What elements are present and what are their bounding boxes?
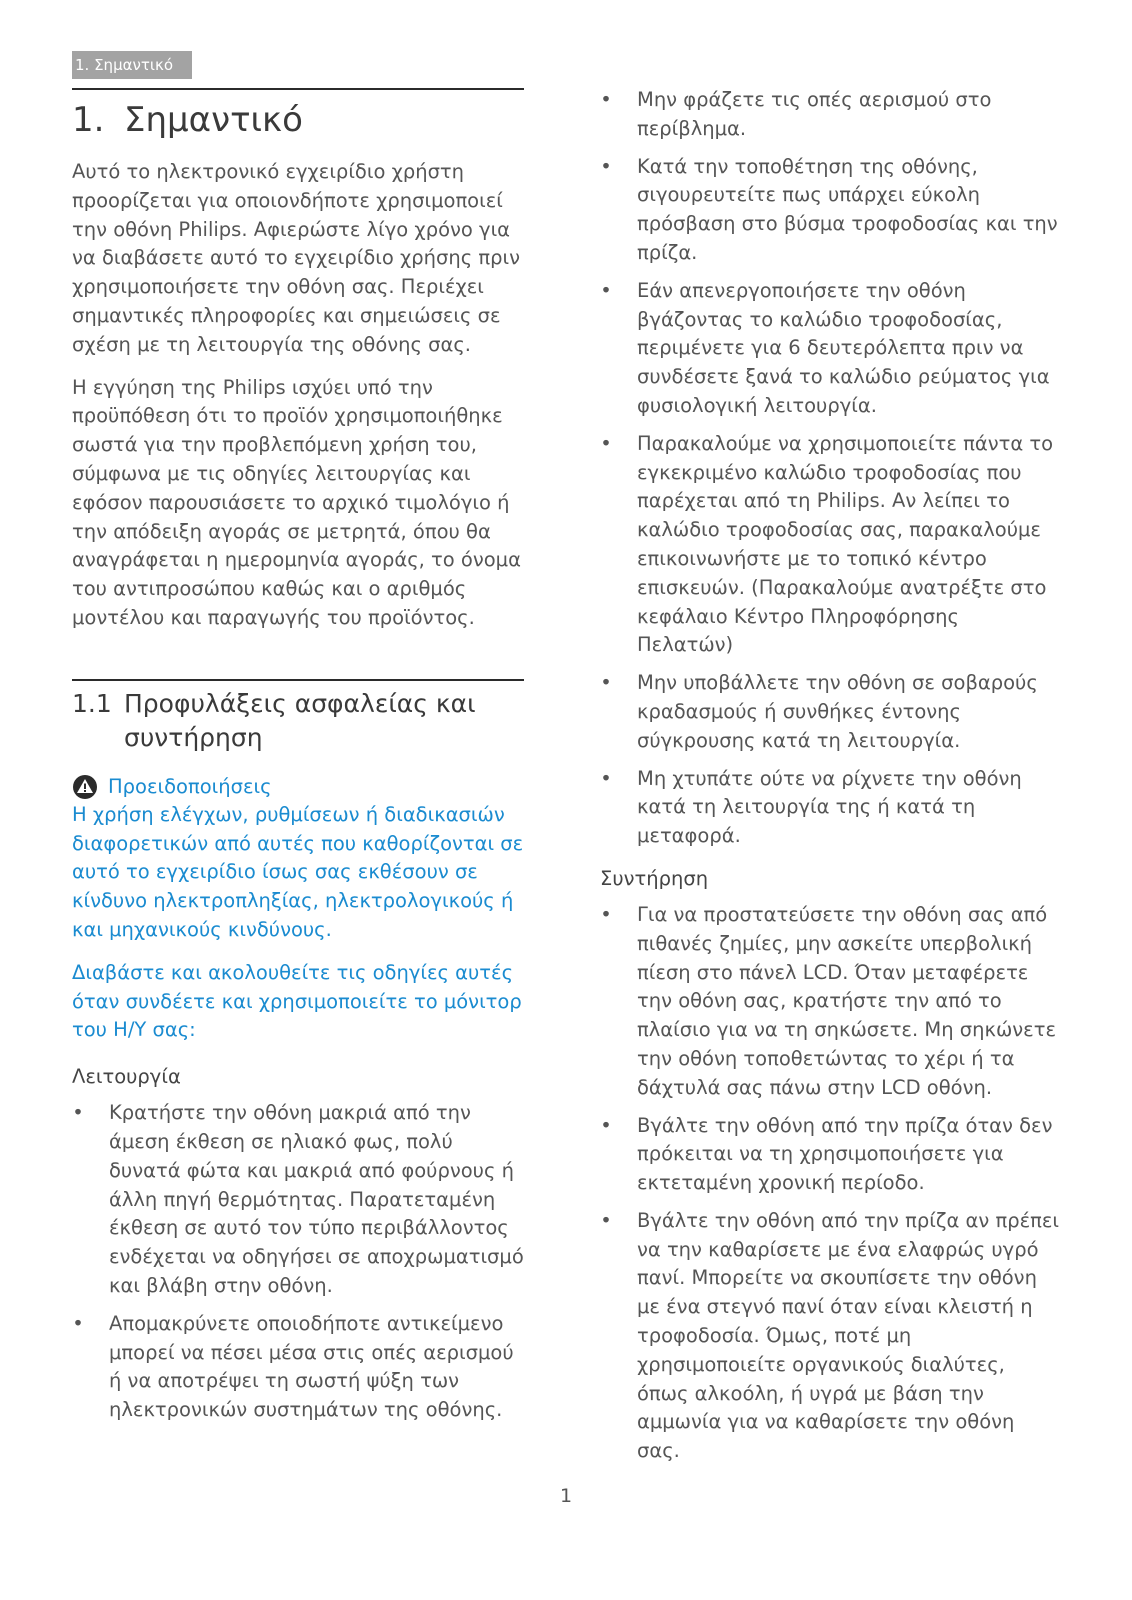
bullet: • xyxy=(600,766,612,790)
list-item-text: Βγάλτε την οθόνη από την πρίζα αν πρέπει να την καθαρίσετε με ένα ελαφρώς υγρό πανί. Μπορείτε να σκουπίσετε την οθόνη με ένα στεγνό πανί όταν είναι κλειστή η τροφοδοσία. Όμως, ποτέ μη χρησιμοποιείτε οργανικούς διαλύτες, όπως αλκοόλη, ή υγρά με βάση την αμμωνία για να καθαρίσετε την οθόνη σας. xyxy=(637,1208,1059,1463)
warning-heading-text: Προειδοποιήσεις xyxy=(108,774,272,798)
list-item xyxy=(600,1207,1060,1466)
list-item-text: Για να προστατεύσετε την οθόνη σας από πιθανές ζημίες, μην ασκείτε υπερβολική πίεση στο πάνελ LCD. Όταν μεταφέρετε την οθόνη σας, κρατήστε την από το πλαίσιο για να τη σηκώσετε. Μη σηκώνετε την οθόνη τοποθετώντας το χέρι ή τα δάχτυλά σας πάνω στην LCD οθόνη. xyxy=(637,902,1057,1099)
list-item xyxy=(600,86,1060,144)
title-text: Σημαντικό xyxy=(124,100,303,140)
maintenance-heading: Συντήρηση xyxy=(600,866,709,890)
section-rule xyxy=(72,679,524,681)
warning-paragraph-1: Η χρήση ελέγχων, ρυθμίσεων ή διαδικασιών διαφορετικών από αυτές που καθορίζονται σε αυτό το εγχειρίδιο ίσως σας εκθέσουν σε κίνδυνο ηλεκτροπληξίας, ηλεκτρολογικούς ή και μηχανικούς κινδύνους. xyxy=(72,802,524,941)
list-item-text: Απομακρύνετε οποιοδήποτε αντικείμενο μπορεί να πέσει μέσα στις οπές αερισμού ή να αποτρέψει τη σωστή ψύξη των ηλεκτρονικών συστημάτων της οθόνης. xyxy=(109,1311,514,1422)
list-item-text: Κατά την τοποθέτηση της οθόνης, σιγουρευτείτε πως υπάρχει εύκολη πρόσβαση στο βύσμα τροφοδοσίας και την πρίζα. xyxy=(637,154,1058,264)
list-item-text: Παρακαλούμε να χρησιμοποιείτε πάντα το εγκεκριμένο καλώδιο τροφοδοσίας που παρέχεται από τη Philips. Αν λείπει το καλώδιο τροφοδοσίας σας, παρακαλούμε επικοινωνήστε με το τοπικό κέντρο επισκευών. (Παρακαλούμε ανατρέξτε στο κεφάλαιο Κέντρο Πληροφόρησης Πελατών) xyxy=(637,431,1054,657)
section-text: Προφυλάξεις ασφαλείας και συντήρηση xyxy=(124,688,476,752)
warning-heading xyxy=(72,773,524,801)
warning-paragraph-2: Διαβάστε και ακολουθείτε τις οδηγίες αυτές όταν συνδέετε και χρησιμοποιείτε το μόνιτορ του Η/Υ σας: xyxy=(72,960,522,1042)
list-item-text: Μη χτυπάτε ούτε να ρίχνετε την οθόνη κατά τη λειτουργία της ή κατά τη μεταφορά. xyxy=(637,766,1022,848)
list-item xyxy=(600,153,1060,268)
page-number: 1 xyxy=(559,1485,573,1507)
header-tag: 1. Σημαντικό xyxy=(72,51,192,79)
section-title xyxy=(72,687,524,755)
list-item-text: Μην υποβάλλετε την οθόνη σε σοβαρούς κραδασμούς ή συνθήκες έντονης σύγκρουσης κατά τη λειτουργία. xyxy=(637,671,1038,752)
bullet: • xyxy=(72,1311,84,1335)
maintenance-list xyxy=(600,901,1060,1466)
list-item xyxy=(600,901,1060,1103)
operation-list-right xyxy=(600,86,1060,851)
list-item xyxy=(600,669,1060,755)
bullet: • xyxy=(600,1208,612,1232)
operation-list-left xyxy=(72,1099,524,1425)
bullet: • xyxy=(72,1101,84,1125)
section-number: 1.1 xyxy=(72,688,112,718)
list-item-text: Μην φράζετε τις οπές αερισμού στο περίβλημα. xyxy=(637,88,992,140)
bullet: • xyxy=(600,88,612,111)
left-column xyxy=(72,88,524,1434)
bullet: • xyxy=(600,902,612,926)
list-item-text: Κρατήστε την οθόνη μακριά από την άμεση έκθεση σε ηλιακό φως, πολύ δυνατά φώτα και μακριά από φούρνους ή άλλη πηγή θερμότητας. Παρατεταμένη έκθεση σε αυτό τον τύπο περιβάλλοντος ενδέχεται να οδηγήσει σε αποχρωματισμό και βλάβη στην οθόνη. xyxy=(109,1101,524,1297)
list-item-text: Εάν απενεργοποιήσετε την οθόνη βγάζοντας το καλώδιο τροφοδοσίας, περιμένετε για 6 δευτερόλεπτα πριν να συνδέσετε ξανά το καλώδιο ρεύματος για φυσιολογική λειτουργία. xyxy=(637,278,1050,417)
intro-paragraph-2: Η εγγύηση της Philips ισχύει υπό την προϋπόθεση ότι το προϊόν χρησιμοποιήθηκε σωστά για την προβλεπόμενη χρήση του, σύμφωνα με τις οδηγίες λειτουργίας και εφόσον παρουσιάσετε το αρχικό τιμολόγιο ή την απόδειξη αγοράς σε μετρητά, όπου θα αναγράφεται η ημερομηνία αγοράς, το όνομα του αντιπροσώπου καθώς και ο αριθμός μοντέλου και παραγωγής του προϊόντος. xyxy=(72,375,521,629)
operation-heading: Λειτουργία xyxy=(72,1065,181,1089)
title-rule xyxy=(72,88,524,90)
list-item xyxy=(600,430,1060,660)
list-item xyxy=(600,277,1060,421)
bullet: • xyxy=(600,431,612,455)
intro-paragraph-1: Αυτό το ηλεκτρονικό εγχειρίδιο χρήστη προορίζεται για οποιονδήποτε χρησιμοποιεί την οθόνη Philips. Αφιερώστε λίγο χρόνο για να διαβάσετε αυτό το εγχειρίδιο χρήσης πριν χρησιμοποιήσετε την οθόνη σας. Περιέχει σημαντικές πληροφορίες και σημειώσεις σε σχέση με τη λειτουργία της οθόνης σας. xyxy=(72,160,520,356)
page-title xyxy=(72,98,524,142)
bullet: • xyxy=(600,1113,612,1137)
warning-icon xyxy=(72,774,98,800)
bullet: • xyxy=(600,154,612,178)
right-column xyxy=(600,86,1060,1475)
list-item-text: Βγάλτε την οθόνη από την πρίζα όταν δεν πρόκειται να τη χρησιμοποιήσετε για εκτεταμένη χρονική περίοδο. xyxy=(637,1113,1053,1195)
list-item xyxy=(72,1310,524,1425)
bullet: • xyxy=(600,671,612,695)
list-item xyxy=(600,1112,1060,1198)
list-item xyxy=(600,765,1060,851)
list-item xyxy=(72,1099,524,1301)
bullet: • xyxy=(600,278,612,302)
title-number: 1. xyxy=(72,100,105,140)
